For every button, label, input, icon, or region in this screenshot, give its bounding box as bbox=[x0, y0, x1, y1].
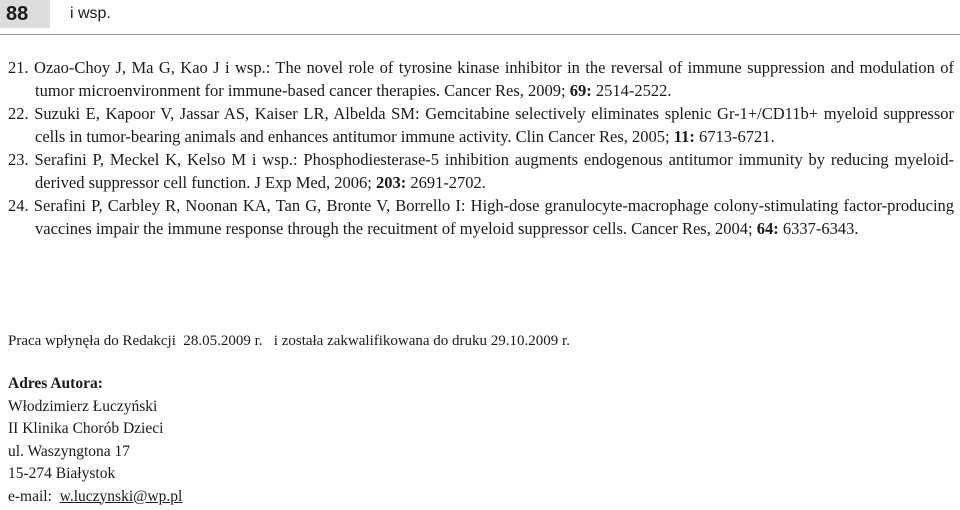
reference-list bbox=[8, 56, 954, 240]
reference-pages: 6713-6721. bbox=[698, 127, 775, 146]
email-label: e-mail: bbox=[8, 487, 52, 505]
reference-volume: 64: bbox=[756, 219, 779, 238]
author-email-line bbox=[8, 486, 182, 509]
reference-volume: 69: bbox=[569, 81, 592, 100]
date-accepted: 29.10.2009 r. bbox=[490, 333, 570, 349]
running-head: i wsp. bbox=[70, 5, 111, 22]
reference-authors: Ozao-Choy J, Ma G, Kao J i wsp.: bbox=[34, 58, 271, 77]
reference-text: Gemcitabine selectively eliminates splenic Gr-1+/CD11b+ myeloid suppressor cells in tumor-bearing animals and enhances antitumor immune activity. Clin Cancer Res, 2005; bbox=[35, 104, 954, 146]
author-street: ul. Waszyngtona 17 bbox=[8, 442, 131, 460]
reference-item bbox=[8, 56, 954, 102]
reference-number: 21. bbox=[8, 58, 29, 77]
reference-text: The novel role of tyrosine kinase inhibitor in the reversal of immune suppression and modulation of tumor microenvironment for immune-based cancer therapies. Cancer Res, 2009; bbox=[35, 58, 954, 100]
reference-item bbox=[8, 102, 954, 148]
reference-volume: 11: bbox=[673, 127, 695, 146]
reference-number: 24. bbox=[8, 196, 29, 215]
header-divider bbox=[0, 34, 960, 35]
page-number: 88 bbox=[0, 0, 50, 28]
reference-item bbox=[8, 194, 954, 240]
page-header bbox=[0, 0, 960, 30]
reference-authors: Suzuki E, Kapoor V, Jassar AS, Kaiser LR, Albelda SM: bbox=[34, 104, 420, 123]
reference-volume: 203: bbox=[375, 173, 407, 192]
reference-item bbox=[8, 148, 954, 194]
reference-authors: Serafini P, Meckel K, Kelso M i wsp.: bbox=[34, 150, 298, 169]
reference-pages: 2691-2702. bbox=[410, 173, 486, 192]
reference-text: High-dose granulocyte-macrophage colony-stimulating factor-producing vaccines impair the immune response through the recuitment of myeloid suppressor cells. Cancer Res, 2004; bbox=[35, 196, 955, 238]
author-institution: II Klinika Chorób Dzieci bbox=[8, 420, 164, 437]
reference-pages: 2514-2522. bbox=[595, 81, 672, 100]
author-address bbox=[8, 373, 182, 508]
received-label: Praca wpłynęła do Redakcji bbox=[8, 333, 176, 349]
reference-authors: Serafini P, Carbley R, Noonan KA, Tan G, Bronte V, Borrello I: bbox=[33, 196, 466, 215]
date-received: 28.05.2009 r. bbox=[183, 333, 263, 349]
reference-number: 22. bbox=[8, 104, 29, 123]
address-label: Adres Autora: bbox=[8, 375, 103, 392]
author-city: 15-274 Białystok bbox=[8, 465, 116, 482]
author-name: Włodzimierz Łuczyński bbox=[8, 397, 158, 415]
reference-pages: 6337-6343. bbox=[782, 219, 859, 238]
reference-number: 23. bbox=[8, 150, 29, 169]
accepted-label: i została zakwalifikowana do druku bbox=[273, 333, 488, 349]
received-note bbox=[8, 331, 570, 351]
author-email-link[interactable]: w.luczynski@wp.pl bbox=[59, 487, 183, 505]
reference-text: Phosphodiesterase-5 inhibition augments endogenous antitumor immunity by reducing myeloid-derived suppressor cell function. J Exp Med, 2006; bbox=[35, 150, 955, 192]
